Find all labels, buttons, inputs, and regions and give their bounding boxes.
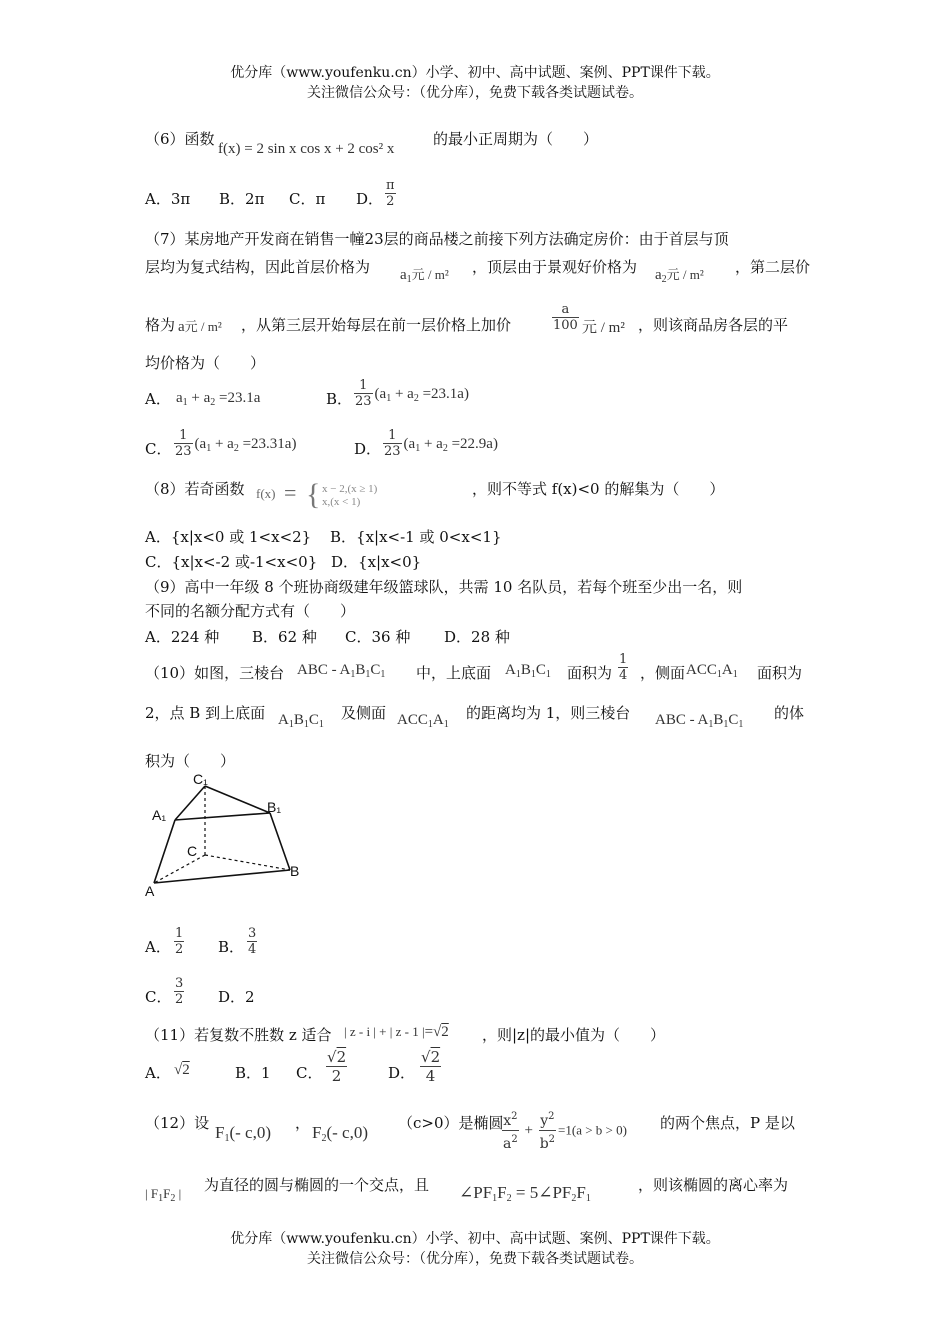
q11-d-denominator: 4	[425, 1067, 436, 1085]
q6-prefix: （6）函数	[145, 130, 215, 148]
q12-l2-b: ，则该椭圆的离心率为	[638, 1176, 789, 1194]
q7-unit-1: 元 / m²	[411, 267, 449, 282]
q10-c-numerator: 3	[175, 976, 184, 991]
q12-segment-f1f2: | $F_1F_2$ |	[145, 1186, 182, 1204]
q7-b-denominator: 23	[355, 394, 372, 409]
q10-option-c-label: C．	[145, 988, 172, 1006]
q6-option-d-label: D．	[356, 190, 384, 208]
svg-text:=: =	[284, 480, 297, 505]
q12-ellipse-condition: =1(a > b > 0)	[558, 1122, 627, 1138]
q7-line-1: （7）某房地产开发商在销售一幢23层的商品楼之前接下列方法确定房价：由于首层与顶	[145, 230, 729, 248]
q7-option-a: $a_1 + a_2 =23.1a$	[176, 390, 261, 408]
q8-prefix: （8）若奇函数	[145, 480, 245, 498]
q7-option-d: $\frac{1}{23}$ $(a_1 + a_2 =22.9a)$	[384, 428, 498, 459]
q12-focus-1: $F_1(-$ c,0)	[215, 1123, 271, 1144]
q7-c-denominator: 23	[175, 444, 192, 459]
q10-l1-d: ，侧面	[640, 664, 686, 682]
q7-add-fraction	[550, 302, 581, 333]
q6-suffix: 的最小正周期为（ ）	[433, 130, 599, 148]
q10-frac-denominator: 4	[619, 668, 628, 683]
q10-l3: 积为（ ）	[145, 752, 236, 770]
q10-top-base-2: $A_1B_1C_1$	[278, 712, 324, 730]
q10-l1-a: （10）如图，三棱台	[145, 664, 285, 682]
q7-a-price: a元 / m²	[178, 319, 222, 335]
q7-add-unit: 元 / m²	[582, 320, 625, 336]
q10-top-base: $A_1B_1C_1$	[505, 662, 551, 680]
svg-text:x − 2,(x ≥ 1): x − 2,(x ≥ 1)	[322, 483, 378, 495]
q7-option-b: $\frac{1}{23}$ $(a_1 + a_2 =23.1a)$	[355, 378, 469, 409]
edge-c1-a1	[175, 786, 205, 820]
q12-angle-condition: $\angle PF_1F_2$ = $5\angle PF_2F_1$	[459, 1183, 591, 1204]
q10-l2-d: 的体	[774, 704, 805, 722]
q9-line-1: （9）高中一年级 8 个班协商级建年级篮球队，共需 10 名队员，若每个班至少出一名，则	[145, 578, 743, 596]
q10-b-denominator: 4	[248, 942, 257, 957]
q11-suffix: ，则|z|的最小值为（ ）	[482, 1026, 666, 1044]
q7-d-numerator: 1	[383, 428, 402, 444]
label-b: B	[290, 863, 300, 879]
q8-option-c: C．{x|x<-2 或-1<x<0}	[145, 553, 318, 571]
q7-d-denominator: 23	[384, 444, 401, 459]
q11-option-d: $\frac{√2}{4}$	[421, 1048, 441, 1085]
q7-unit-2: 元 / m²	[666, 267, 704, 282]
q6-option-d	[383, 178, 398, 209]
q7-option-a-label: A．	[145, 390, 171, 408]
label-a: A	[145, 883, 155, 899]
q10-area-fraction	[616, 652, 630, 683]
q12-ellipse: $\frac{x^2}{a^2}$ + $\frac{y^2}{b^2}$ =1(a > b > 0)	[500, 1108, 627, 1153]
q10-c-denominator: 2	[175, 992, 184, 1007]
q10-a-denominator: 2	[175, 942, 184, 957]
q8-option-a: A．{x|x<0 或 1<x<2}	[145, 528, 312, 546]
q11-option-c-label: C．	[296, 1064, 323, 1082]
q9-option-c: C．36 种	[345, 628, 411, 646]
q10-l2-c: 的距离均为 1，则三棱台	[466, 704, 631, 722]
q10-frac-numerator: 1	[619, 652, 628, 667]
q11-option-c: $\frac{√2}{2}$	[327, 1048, 347, 1085]
footer-line-2: 关注微信公众号：（优分库），免费下载各类试题试卷。	[307, 1251, 643, 1267]
q6-d-denominator: 2	[386, 194, 395, 209]
q11-condition: | z - i | + | z - 1 |=√2	[344, 1024, 449, 1040]
q9-option-a: A．224 种	[145, 628, 220, 646]
q11-prefix: （11）若复数不胜数 z 适合	[145, 1026, 332, 1044]
q10-option-b-label: B．	[218, 938, 245, 956]
q9-line-2: 不同的名额分配方式有（ ）	[145, 602, 356, 620]
q9-option-b: B．62 种	[252, 628, 317, 646]
q7-add-numerator: a	[552, 302, 579, 318]
q7-b-numerator: 1	[354, 378, 373, 394]
q7-option-b-expr: =23.1a)	[422, 385, 469, 402]
q8-option-b: B．{x|x<-1 或 0<x<1}	[330, 528, 502, 546]
q10-l1-b: 中，上底面	[416, 664, 492, 682]
q8-piecewise-function	[254, 476, 474, 510]
q10-b-numerator: 3	[248, 926, 257, 941]
q7-unit-3: 元 / m²	[184, 319, 222, 334]
q12-l1-b: ，	[295, 1114, 311, 1132]
q12-l1-c: （c>0）是椭圆	[398, 1114, 504, 1132]
q7-option-c-expr: =23.31a)	[242, 435, 297, 452]
q11-option-d-label: D．	[388, 1064, 416, 1082]
edge-b1-b	[270, 813, 290, 870]
q11-option-a: √2	[174, 1062, 190, 1078]
svg-text:x,(x < 1): x,(x < 1)	[322, 496, 361, 508]
q10-a-numerator: 1	[175, 926, 184, 941]
svg-text:{: {	[306, 478, 321, 510]
q9-option-d: D．28 种	[444, 628, 510, 646]
q10-l2-b: 及侧面	[341, 704, 387, 722]
q7-line-2b: ，顶层由于景观好价格为	[472, 258, 638, 276]
q7-line-2c: ，第二层价	[735, 258, 811, 276]
q11-option-b: B．1	[235, 1064, 271, 1082]
q6-option-b: B．2π	[219, 190, 265, 208]
q10-l1-c: 面积为	[567, 664, 613, 682]
q6-d-numerator: π	[386, 178, 395, 193]
q10-option-a	[172, 926, 186, 957]
q10-l1-e: 面积为	[757, 664, 803, 682]
edge-c1-b1	[205, 786, 270, 813]
q10-side-face-2: $ACC_1A_1$	[397, 712, 449, 730]
q6-formula: f(x) = 2 sin x cos x + 2 cos² x	[218, 141, 395, 157]
header-line-1: 优分库（www.youfenku.cn）小学、初中、高中试题、案例、PPT课件下载。	[230, 65, 720, 81]
edge-a1-b1	[175, 813, 270, 820]
q10-option-c	[172, 976, 186, 1007]
q12-l1-a: （12）设	[145, 1114, 210, 1132]
q12-l1-d: 的两个焦点，P 是以	[660, 1114, 795, 1132]
q10-l2-a: 2，点 B 到上底面	[145, 704, 266, 722]
q7-line-3c: ，则该商品房各层的平	[638, 316, 789, 334]
edge-a-b	[154, 870, 290, 883]
q10-frustum-name-2: ABC - $A_1B_1C_1$	[655, 712, 744, 730]
q7-option-b-label: B．	[326, 390, 353, 408]
q12-focus-2: $F_2(-$ c,0)	[312, 1123, 368, 1144]
q10-frustum-name-1: ABC - $A_1B_1C_1$	[297, 662, 386, 680]
q6-option-a: A．3π	[145, 190, 191, 208]
q8-option-d: D．{x|x<0}	[331, 553, 422, 571]
q11-option-a-label: A．	[145, 1064, 171, 1082]
q7-option-c: $\frac{1}{23}$ $(a_1 + a_2 =23.31a)$	[175, 428, 297, 459]
q6-stem	[145, 128, 215, 149]
q7-option-d-label: D．	[354, 440, 382, 458]
q10-option-d: D．2	[218, 988, 255, 1006]
q7-option-d-expr: =22.9a)	[451, 435, 498, 452]
q6-option-c: C．π	[289, 190, 326, 208]
q7-line-3b: ，从第三层开始每层在前一层价格上加价	[241, 316, 512, 334]
q12-l2-a: 为直径的圆与椭圆的一个交点，且	[204, 1176, 430, 1194]
q10-side-face-1: $ACC_1A_1$	[686, 662, 738, 680]
q7-option-c-label: C．	[145, 440, 172, 458]
q10-option-a-label: A．	[145, 938, 171, 956]
footer-line-1: 优分库（www.youfenku.cn）小学、初中、高中试题、案例、PPT课件下载。	[230, 1231, 720, 1247]
q7-option-a-expr: =23.1a	[219, 390, 261, 406]
frustum-figure	[140, 770, 310, 900]
q11-c-denominator: 2	[331, 1067, 342, 1085]
edge-c-b-hidden	[205, 855, 290, 870]
q7-a2-price: $a_2$元 / m²	[655, 267, 704, 285]
q7-c-numerator: 1	[174, 428, 193, 444]
q7-a1-price: $a_1$元 / m²	[400, 267, 449, 285]
q10-option-b	[245, 926, 259, 957]
q8-suffix: ，则不等式 f(x)<0 的解集为（ ）	[472, 480, 725, 498]
q7-line-2a: 层均为复式结构，因此首层价格为	[145, 258, 371, 276]
svg-text:f(x): f(x)	[256, 486, 276, 501]
label-c: C	[187, 843, 198, 859]
label-c1: C₁	[193, 771, 208, 787]
header-line-2: 关注微信公众号：（优分库），免费下载各类试题试卷。	[307, 85, 643, 101]
q7-line-3a: 格为	[145, 316, 176, 334]
q7-add-denominator: 100	[553, 318, 578, 333]
label-b1: B₁	[267, 799, 282, 815]
label-a1: A₁	[152, 807, 167, 823]
q7-line-4: 均价格为（ ）	[145, 354, 266, 372]
